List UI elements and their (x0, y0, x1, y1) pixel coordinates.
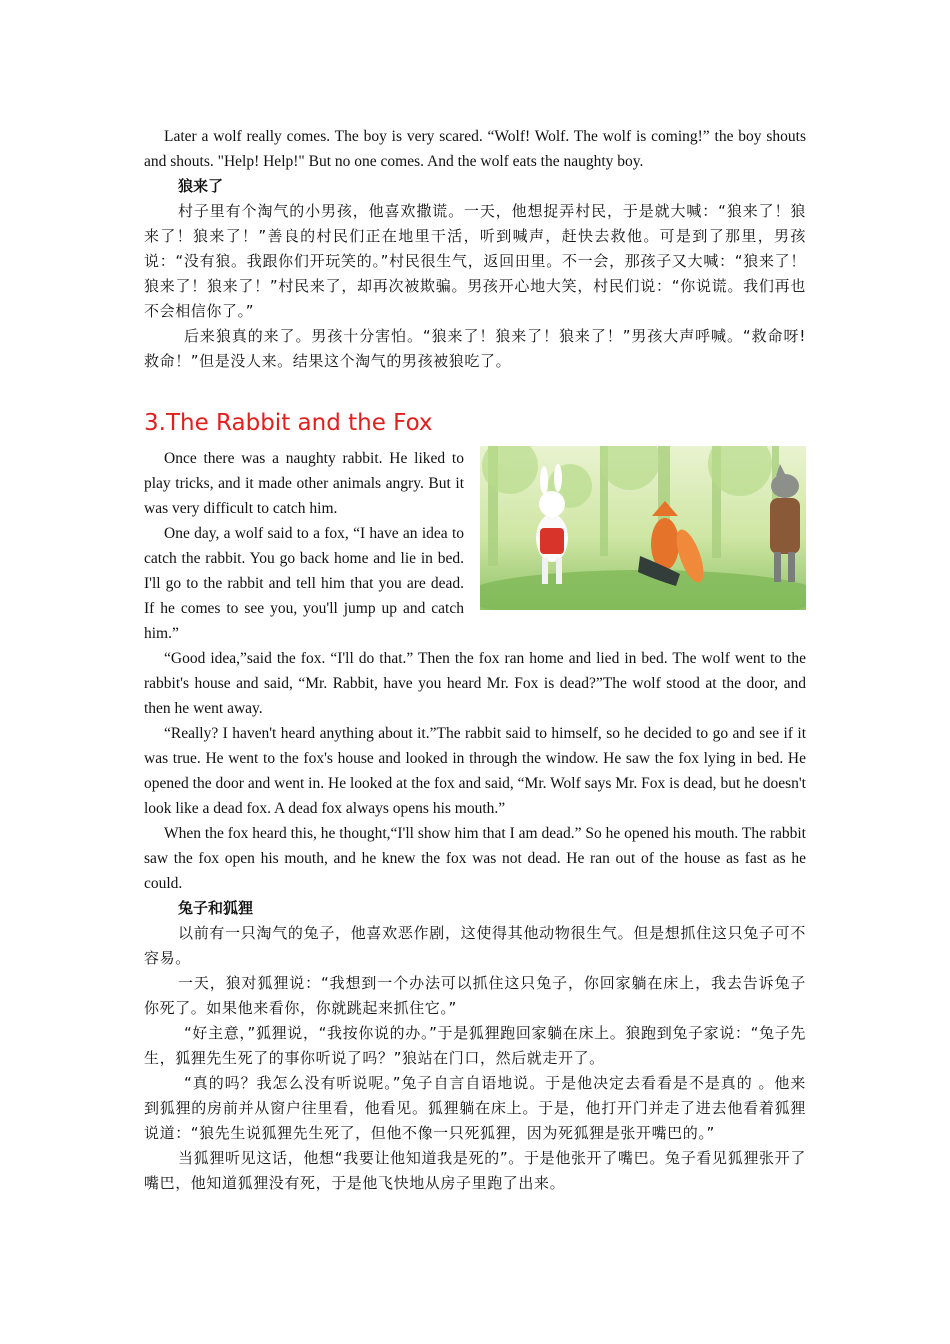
story3-chinese-paragraph-5: 当狐狸听见这话，他想“我要让他知道我是死的”。于是他张开了嘴巴。兔子看见狐狸张开了嘴巴，他知道狐狸没有死，于是他飞快地从房子里跑了出来。 (144, 1149, 806, 1192)
story3-english-paragraph-2: One day, a wolf said to a fox, “I have an idea to catch the rabbit. You go back home and lie in bed. I'll go to the rabbit and tell him that you are dead. If he comes to see you, you'll jump up and catch him.” (144, 525, 464, 642)
document-page (144, 124, 806, 1196)
story2-english-ending: Later a wolf really comes. The boy is very scared. “Wolf! Wolf. The wolf is coming!” the boy shouts and shouts. "Help! Help!" But no one comes. And the wolf eats the naughty boy. (144, 128, 806, 170)
story2-chinese-paragraph-1: 村子里有个淘气的小男孩，他喜欢撒谎。一天，他想捉弄村民，于是就大喊：“狼来了！狼来了！狼来了！”善良的村民们正在地里干活，听到喊声，赶快去救他。可是到了那里，男孩说：“没有狼。我跟你们开玩笑的。”村民很生气，返回田里。不一会，那孩子又大喊：“狼来了！狼来了！狼来了！”村民来了，却再次被欺骗。男孩开心地大笑，村民们说：“你说谎。我们再也不会相信你了。” (144, 202, 806, 320)
story3-chinese-paragraph-2: 一天，狼对狐狸说：“我想到一个办法可以抓住这只兔子，你回家躺在床上，我去告诉兔子你死了。如果他来看你，你就跳起来抓住它。” (144, 974, 806, 1017)
story3-chinese-paragraph-1: 以前有一只淘气的兔子，他喜欢恶作剧，这使得其他动物很生气。但是想抓住这只兔子可不容易。 (144, 924, 806, 967)
story3-english-paragraph-1: Once there was a naughty rabbit. He liked to play tricks, and it made other animals angry. But it was very difficult to catch him. (144, 450, 464, 517)
story3-english-paragraph-4: “Really? I haven't heard anything about it.”The rabbit said to himself, so he decided to go and see if it was true. He went to the fox's house and looked in through the window. He saw the fox lying in bed. He opened the door and went in. He looked at the fox and said, “Mr. Wolf says Mr. Fox is dead, but he doesn't look like a dead fox. A dead fox always opens his mouth.” (144, 725, 806, 817)
story3-chinese-paragraph-3: “好主意，”狐狸说，“我按你说的办。”于是狐狸跑回家躺在床上。狼跑到兔子家说：“兔子先生，狐狸先生死了的事你听说了吗？”狼站在门口，然后就走开了。 (144, 1024, 806, 1067)
story2-chinese-paragraph-2: 后来狼真的来了。男孩十分害怕。“狼来了！狼来了！狼来了！”男孩大声呼喊。“救命呀!救命！”但是没人来。结果这个淘气的男孩被狼吃了。 (144, 327, 806, 370)
story3-chinese-paragraph-4: “真的吗？我怎么没有听说呢。”兔子自言自语地说。于是他决定去看看是不是真的 。他来到狐狸的房前并从窗户往里看，他看见。狐狸躺在床上。于是，他打开门并走了进去他看着狐狸说道：“狼先生说狐狸先生死了，但他不像一只死狐狸，因为死狐狸是张开嘴巴的。” (144, 1074, 806, 1142)
story3-english-paragraph-3: “Good idea,”said the fox. “I'll do that.” Then the fox ran home and lied in bed. The wolf went to the rabbit's house and said, “Mr. Rabbit, have you heard Mr. Fox is dead?”The wolf stood at the door, and then he went away. (144, 650, 806, 717)
story3-english-paragraph-5: When the fox heard this, he thought,“I'll show him that I am dead.” So he opened his mouth. The rabbit saw the fox open his mouth, and he knew the fox was not dead. He ran out of the house as fast as he could. (144, 825, 806, 892)
story2-chinese-title: 狼来了 (178, 177, 224, 195)
rabbit-fox-wolf-illustration (480, 446, 806, 610)
illustration-image (480, 446, 806, 610)
story3-heading: 3.The Rabbit and the Fox (144, 410, 433, 436)
story3-chinese-title: 兔子和狐狸 (178, 899, 254, 917)
